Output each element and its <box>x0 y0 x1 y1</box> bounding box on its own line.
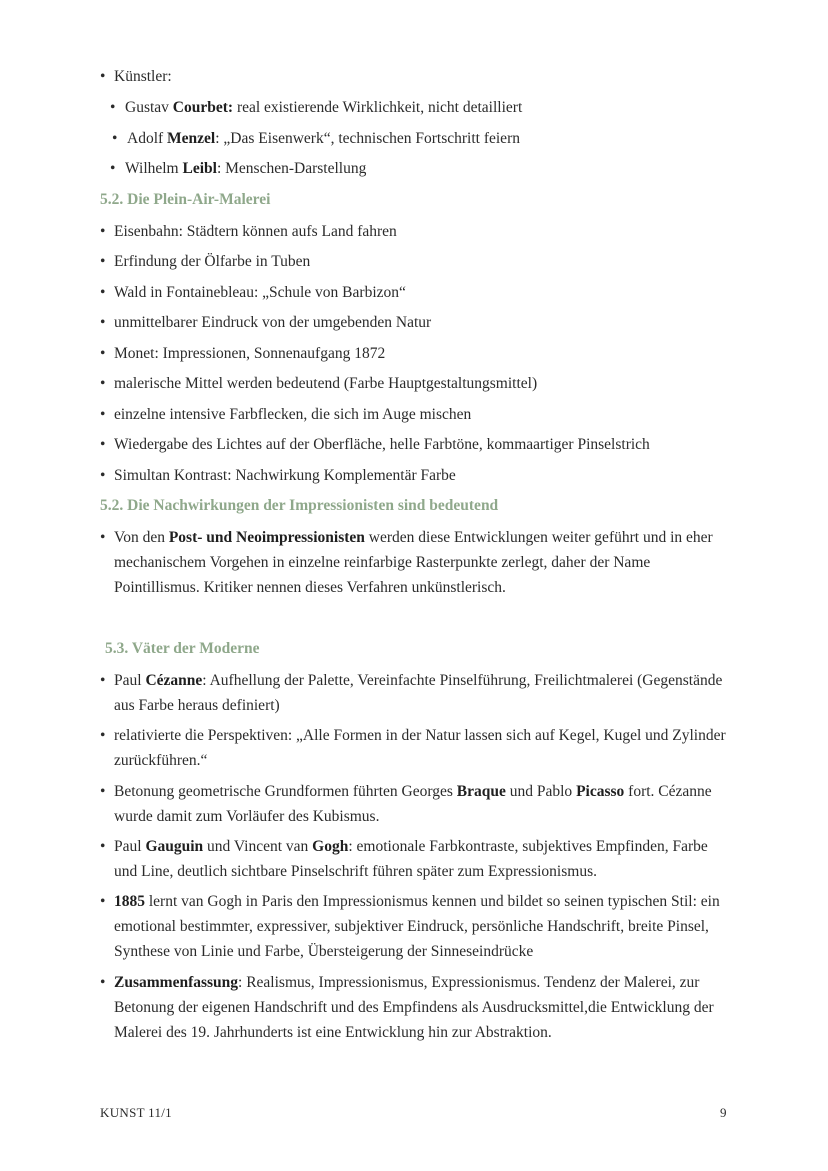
list-item: Von den Post- und Neoimpressionisten werden diese Entwicklungen weiter geführt und in eher mechanischem Vorgehen in einzelne reinfarbige Rasterpunkte zerlegt, daher der Name Pointillismus. Kritiker nennen dieses Verfahren unkünstlerisch. <box>114 529 713 596</box>
bullet-marker: • <box>110 99 116 116</box>
list-item: unmittelbarer Eindruck von der umgebenden Natur <box>114 314 432 331</box>
bullet-marker: • <box>100 284 106 301</box>
list-item: 1885 lernt van Gogh in Paris den Impressionismus kennen und bildet so seinen typischen Stil: ein emotional bestimmter, expressiver, subjektiver Eindruck, persönliche Handschrift, breite Pinsel, Synthese von Linie und Farbe, Übersteigerung der Sinneseindrücke <box>114 893 720 960</box>
bullet-marker: • <box>100 436 106 453</box>
section-heading: 5.3. Väter der Moderne <box>105 640 260 657</box>
bullet-marker: • <box>100 68 106 85</box>
bullet-marker: • <box>100 223 106 240</box>
bullet-marker: • <box>100 727 106 744</box>
artist-item: Adolf Menzel: „Das Eisenwerk“, technischen Fortschritt feiern <box>127 130 520 147</box>
bullet-marker: • <box>100 375 106 392</box>
bullet-marker: • <box>100 529 106 546</box>
list-item: Paul Gauguin und Vincent van Gogh: emotionale Farbkontraste, subjektives Empfinden, Farbe und Line, deutlich sichtbare Pinselschrift führen später zum Expressionismus. <box>114 838 708 880</box>
list-item: Betonung geometrische Grundformen führten Georges Braque und Pablo Picasso fort. Cézanne wurde damit zum Vorläufer des Kubismus. <box>114 783 712 825</box>
bullet-marker: • <box>100 345 106 362</box>
bullet-marker: • <box>100 783 106 800</box>
list-item: relativierte die Perspektiven: „Alle Formen in der Natur lassen sich auf Kegel, Kugel und Zylinder zurückführen.“ <box>114 727 726 769</box>
artist-item: Wilhelm Leibl: Menschen-Darstellung <box>125 160 367 177</box>
bullet-marker: • <box>112 130 118 147</box>
list-item: Eisenbahn: Städtern können aufs Land fahren <box>114 223 397 240</box>
list-item: Monet: Impressionen, Sonnenaufgang 1872 <box>114 345 386 362</box>
list-item: Zusammenfassung: Realismus, Impressionismus, Expressionismus. Tendenz der Malerei, zur Betonung der eigenen Handschrift und des Empfindens als Ausdrucksmittel,die Entwicklung der Malerei des 19. Jahrhunderts ist eine Entwicklung hin zur Abstraktion. <box>114 974 714 1041</box>
bullet-marker: • <box>100 467 106 484</box>
list-item: Paul Cézanne: Aufhellung der Palette, Vereinfachte Pinselführung, Freilichtmalerei (Gegenstände aus Farbe heraus definiert) <box>114 672 723 714</box>
bullet-marker: • <box>100 406 106 423</box>
list-item: Wald in Fontainebleau: „Schule von Barbizon“ <box>114 284 406 301</box>
list-item: einzelne intensive Farbflecken, die sich im Auge mischen <box>114 406 472 423</box>
bullet-marker: • <box>100 893 106 910</box>
footer-title: KUNST 11/1 <box>100 1105 172 1120</box>
bullet-marker: • <box>100 672 106 689</box>
bullet-marker: • <box>110 160 116 177</box>
artists-intro: Künstler: <box>114 68 172 85</box>
bullet-marker: • <box>100 838 106 855</box>
list-item: Erfindung der Ölfarbe in Tuben <box>114 253 311 270</box>
list-item: Simultan Kontrast: Nachwirkung Komplementär Farbe <box>114 467 456 484</box>
page-number: 9 <box>720 1105 727 1120</box>
list-item: Wiedergabe des Lichtes auf der Oberfläche, helle Farbtöne, kommaartiger Pinselstrich <box>114 436 650 453</box>
section-heading: 5.2. Die Nachwirkungen der Impressionisten sind bedeutend <box>100 497 499 514</box>
artist-item: Gustav Courbet: real existierende Wirklichkeit, nicht detailliert <box>125 99 523 116</box>
bullet-marker: • <box>100 253 106 270</box>
list-item: malerische Mittel werden bedeutend (Farbe Hauptgestaltungsmittel) <box>114 375 538 392</box>
section-heading: 5.2. Die Plein-Air-Malerei <box>100 191 271 208</box>
bullet-marker: • <box>100 314 106 331</box>
bullet-marker: • <box>100 974 106 991</box>
